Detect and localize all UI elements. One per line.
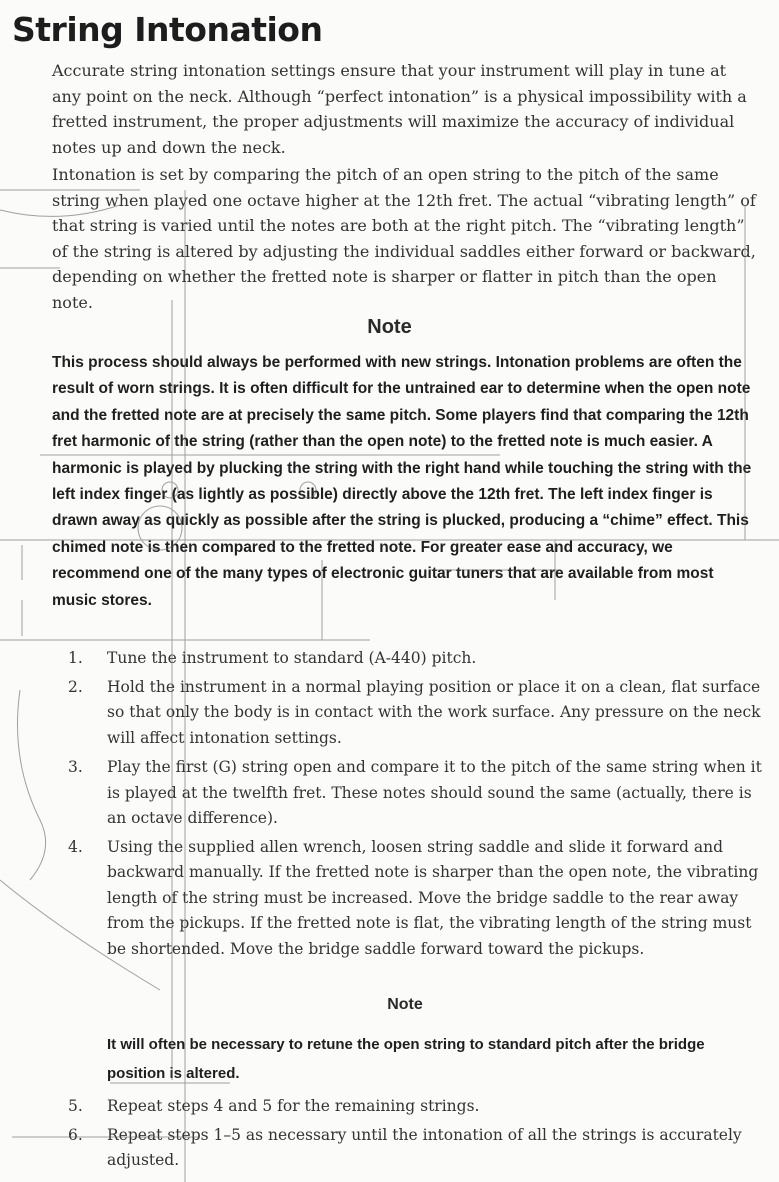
step-text: Hold the instrument in a normal playing position or place it on a clean, flat surface so that only the body is in contact with the work surface. Any pressure on the neck will affect intonation settings.: [107, 677, 761, 747]
step-item: [52, 835, 762, 963]
page-title: String Intonation: [12, 10, 323, 49]
step-number: 4.: [68, 837, 83, 856]
step-item: [52, 646, 762, 672]
note-body: This process should always be performed with new strings. Intonation problems are often the result of worn strings. It is often difficult for the untrained ear to determine when the open note and the fretted note are at precisely the same pitch. Some players find that comparing the 12th fret harmonic of the string (rather than the open note) to the fretted note is much easier. A harmonic is played by plucking the string with the right hand while touching the string with the left index finger (as lightly as possible) directly above the 12th fret. The left index finger is drawn away as quickly as possible after the string is plucked, producing a “chime” effect. This chimed note is then compared to the fretted note. For greater ease and accuracy, we recommend one of the many types of electronic guitar tuners that are available from most music stores.: [52, 354, 752, 609]
step-text: Tune the instrument to standard (A-440) pitch.: [107, 649, 477, 667]
note-heading: Note: [387, 996, 423, 1013]
method-paragraph: Intonation is set by comparing the pitch of an open string to the pitch of the same string when played one octave higher at the 12th fret. The actual “vibrating length” of that string is varied until the notes are both at the right pitch. The “vibrating length” of the string is altered by adjusting the individual saddles either forward or backward, depending on whether the fretted note is sharper or flatter in pitch than the open note.: [52, 165, 756, 312]
step-text: Repeat steps 4 and 5 for the remaining strings.: [107, 1097, 480, 1115]
procedure-steps-continued: [52, 1094, 762, 1177]
step-item: [52, 755, 762, 832]
procedure-steps: [52, 646, 762, 965]
step-item: [52, 675, 762, 752]
intro-paragraph: Accurate string intonation settings ensure that your instrument will play in tune at any point on the neck. Although “perfect intonation” is a physical impossibility with a fretted instrument, the proper adjustments will maximize the accuracy of individual notes up and down the neck.: [52, 61, 747, 157]
step-text: Repeat steps 1–5 as necessary until the intonation of all the strings is accurately adjusted.: [107, 1125, 742, 1169]
step-number: 1.: [68, 649, 83, 667]
step-item: [52, 1094, 762, 1120]
step-item: [52, 1123, 762, 1174]
step-text: Using the supplied allen wrench, loosen string saddle and slide it forward and backward manually. If the fretted note is sharper than the open note, the vibrating length of the string must be increased. Move the bridge saddle to the rear away from the pickups. If the fretted note is flat, the vibrating length of the string must be shortended. Move the bridge saddle forward toward the pickups.: [107, 837, 759, 958]
step-text: Play the first (G) string open and compare it to the pitch of the same string when it is played at the twelfth fret. These notes should sound the same (actually, there is an octave difference).: [107, 758, 762, 827]
note-heading: Note: [367, 316, 412, 338]
step-number: 5.: [68, 1097, 83, 1115]
step-number: 3.: [68, 758, 83, 776]
step-number: 2.: [68, 677, 83, 696]
step-number: 6.: [68, 1125, 83, 1144]
note-body: It will often be necessary to retune the open string to standard pitch after the bridge position is altered.: [107, 1036, 705, 1082]
